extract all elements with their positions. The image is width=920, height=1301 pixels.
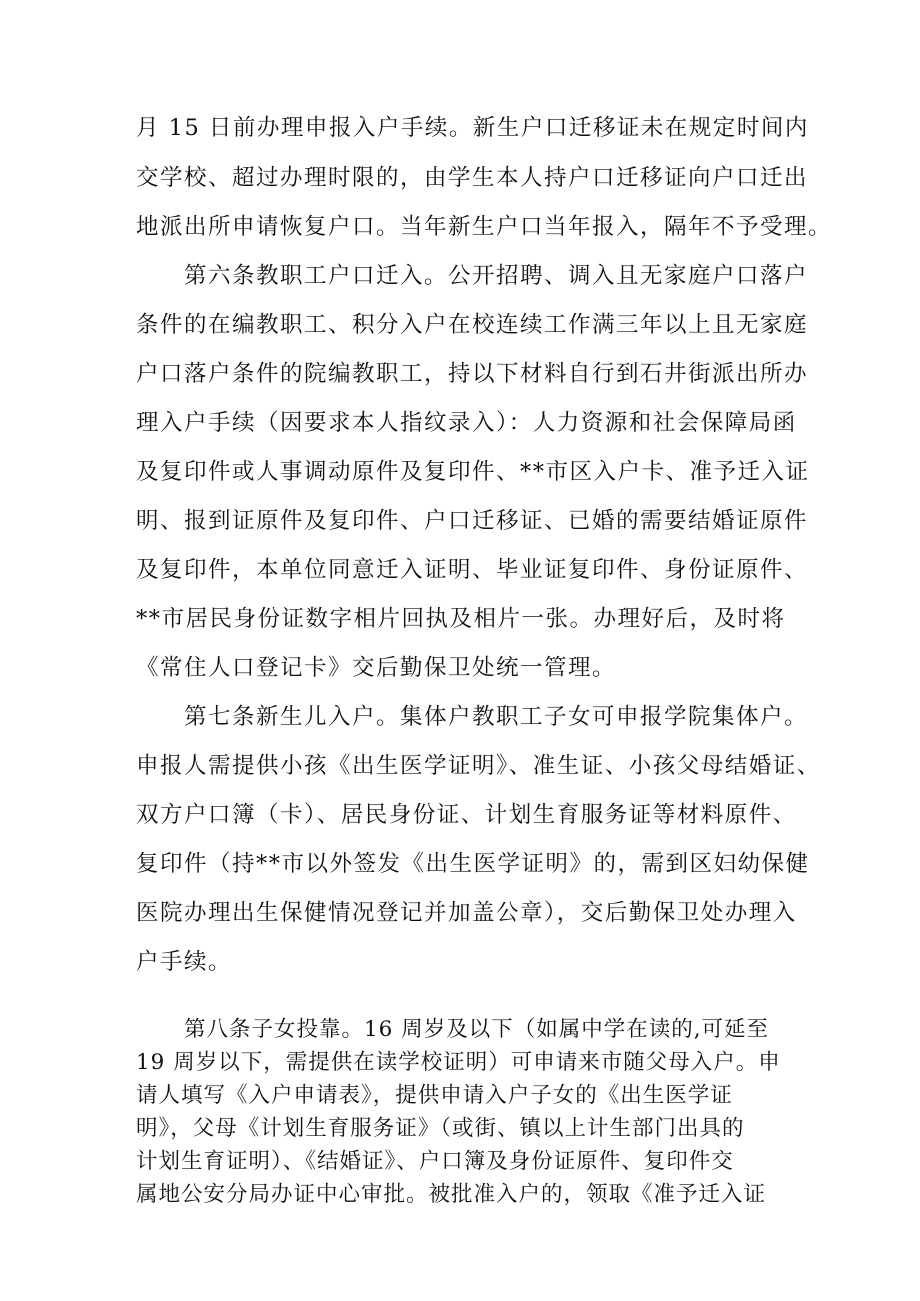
article-7-heading-line: 第七条新生儿入户。集体户教职工子女可申报学院集体户。 [184,704,809,730]
paragraph-line: 明、报到证原件及复印件、户口迁移证、已婚的需要结婚证原件 [136,508,809,534]
paragraph-line: 复印件（持**市以外签发《出生医学证明》的，需到区妇幼保健 [136,851,810,877]
article-6-heading-line: 第六条教职工户口迁入。公开招聘、调入且无家庭户口落户 [184,263,809,289]
article-8-heading-line: 第八条子女投靠。16 周岁及以下（如属中学在读的,可延至 [184,1017,770,1042]
paragraph-line: 计划生育证明）、《结婚证》、户口簿及身份证原件、复印件交 [136,1149,734,1174]
paragraph-line: 及复印件或人事调动原件及复印件、**市区入户卡、准予迁入证 [136,459,810,485]
paragraph-line: 户手续。 [136,949,233,975]
paragraph-line: 双方户口簿（卡）、居民身份证、计划生育服务证等材料原件、 [136,802,797,828]
paragraph-line: 医院办理出生保健情况登记并加盖公章），交后勤保卫处办理入 [136,900,797,926]
paragraph-line: 地派出所申请恢复户口。当年新生户口当年报入，隔年不予受理。 [136,214,833,240]
paragraph-line: 请人填写《入户申请表》，提供申请入户子女的《出生医学证 [136,1083,733,1108]
paragraph-line: 户口落户条件的院编教职工，持以下材料自行到石井街派出所办 [136,361,809,387]
paragraph-line: **市居民身份证数字相片回执及相片一张。办理好后，及时将 [136,606,786,632]
paragraph-line: 明》，父母《计划生育服务证》（或街、镇以上计生部门出具的 [136,1116,745,1141]
paragraph-line: 交学校、超过办理时限的，由学生本人持户口迁移证向户口迁出 [136,165,809,191]
paragraph-line: 及复印件，本单位同意迁入证明、毕业证复印件、身份证原件、 [136,557,809,583]
paragraph-line: 申报人需提供小孩《出生医学证明》、准生证、小孩父母结婚证、 [136,753,821,779]
paragraph-line: 《常住人口登记卡》交后勤保卫处统一管理。 [136,655,617,681]
paragraph-line: 19 周岁以下，需提供在读学校证明）可申请来市随父母入户。申 [136,1050,781,1075]
paragraph-line: 月 15 日前办理申报入户手续。新生户口迁移证未在规定时间内 [136,115,809,141]
paragraph-line: 条件的在编教职工、积分入户在校连续工作满三年以上且无家庭 [136,312,809,338]
paragraph-line: 属地公安分局办证中心审批。被批准入户的，领取《准予迁入证 [136,1182,767,1207]
paragraph-line: 理入户手续（因要求本人指纹录入）：人力资源和社会保障局函 [136,410,797,436]
